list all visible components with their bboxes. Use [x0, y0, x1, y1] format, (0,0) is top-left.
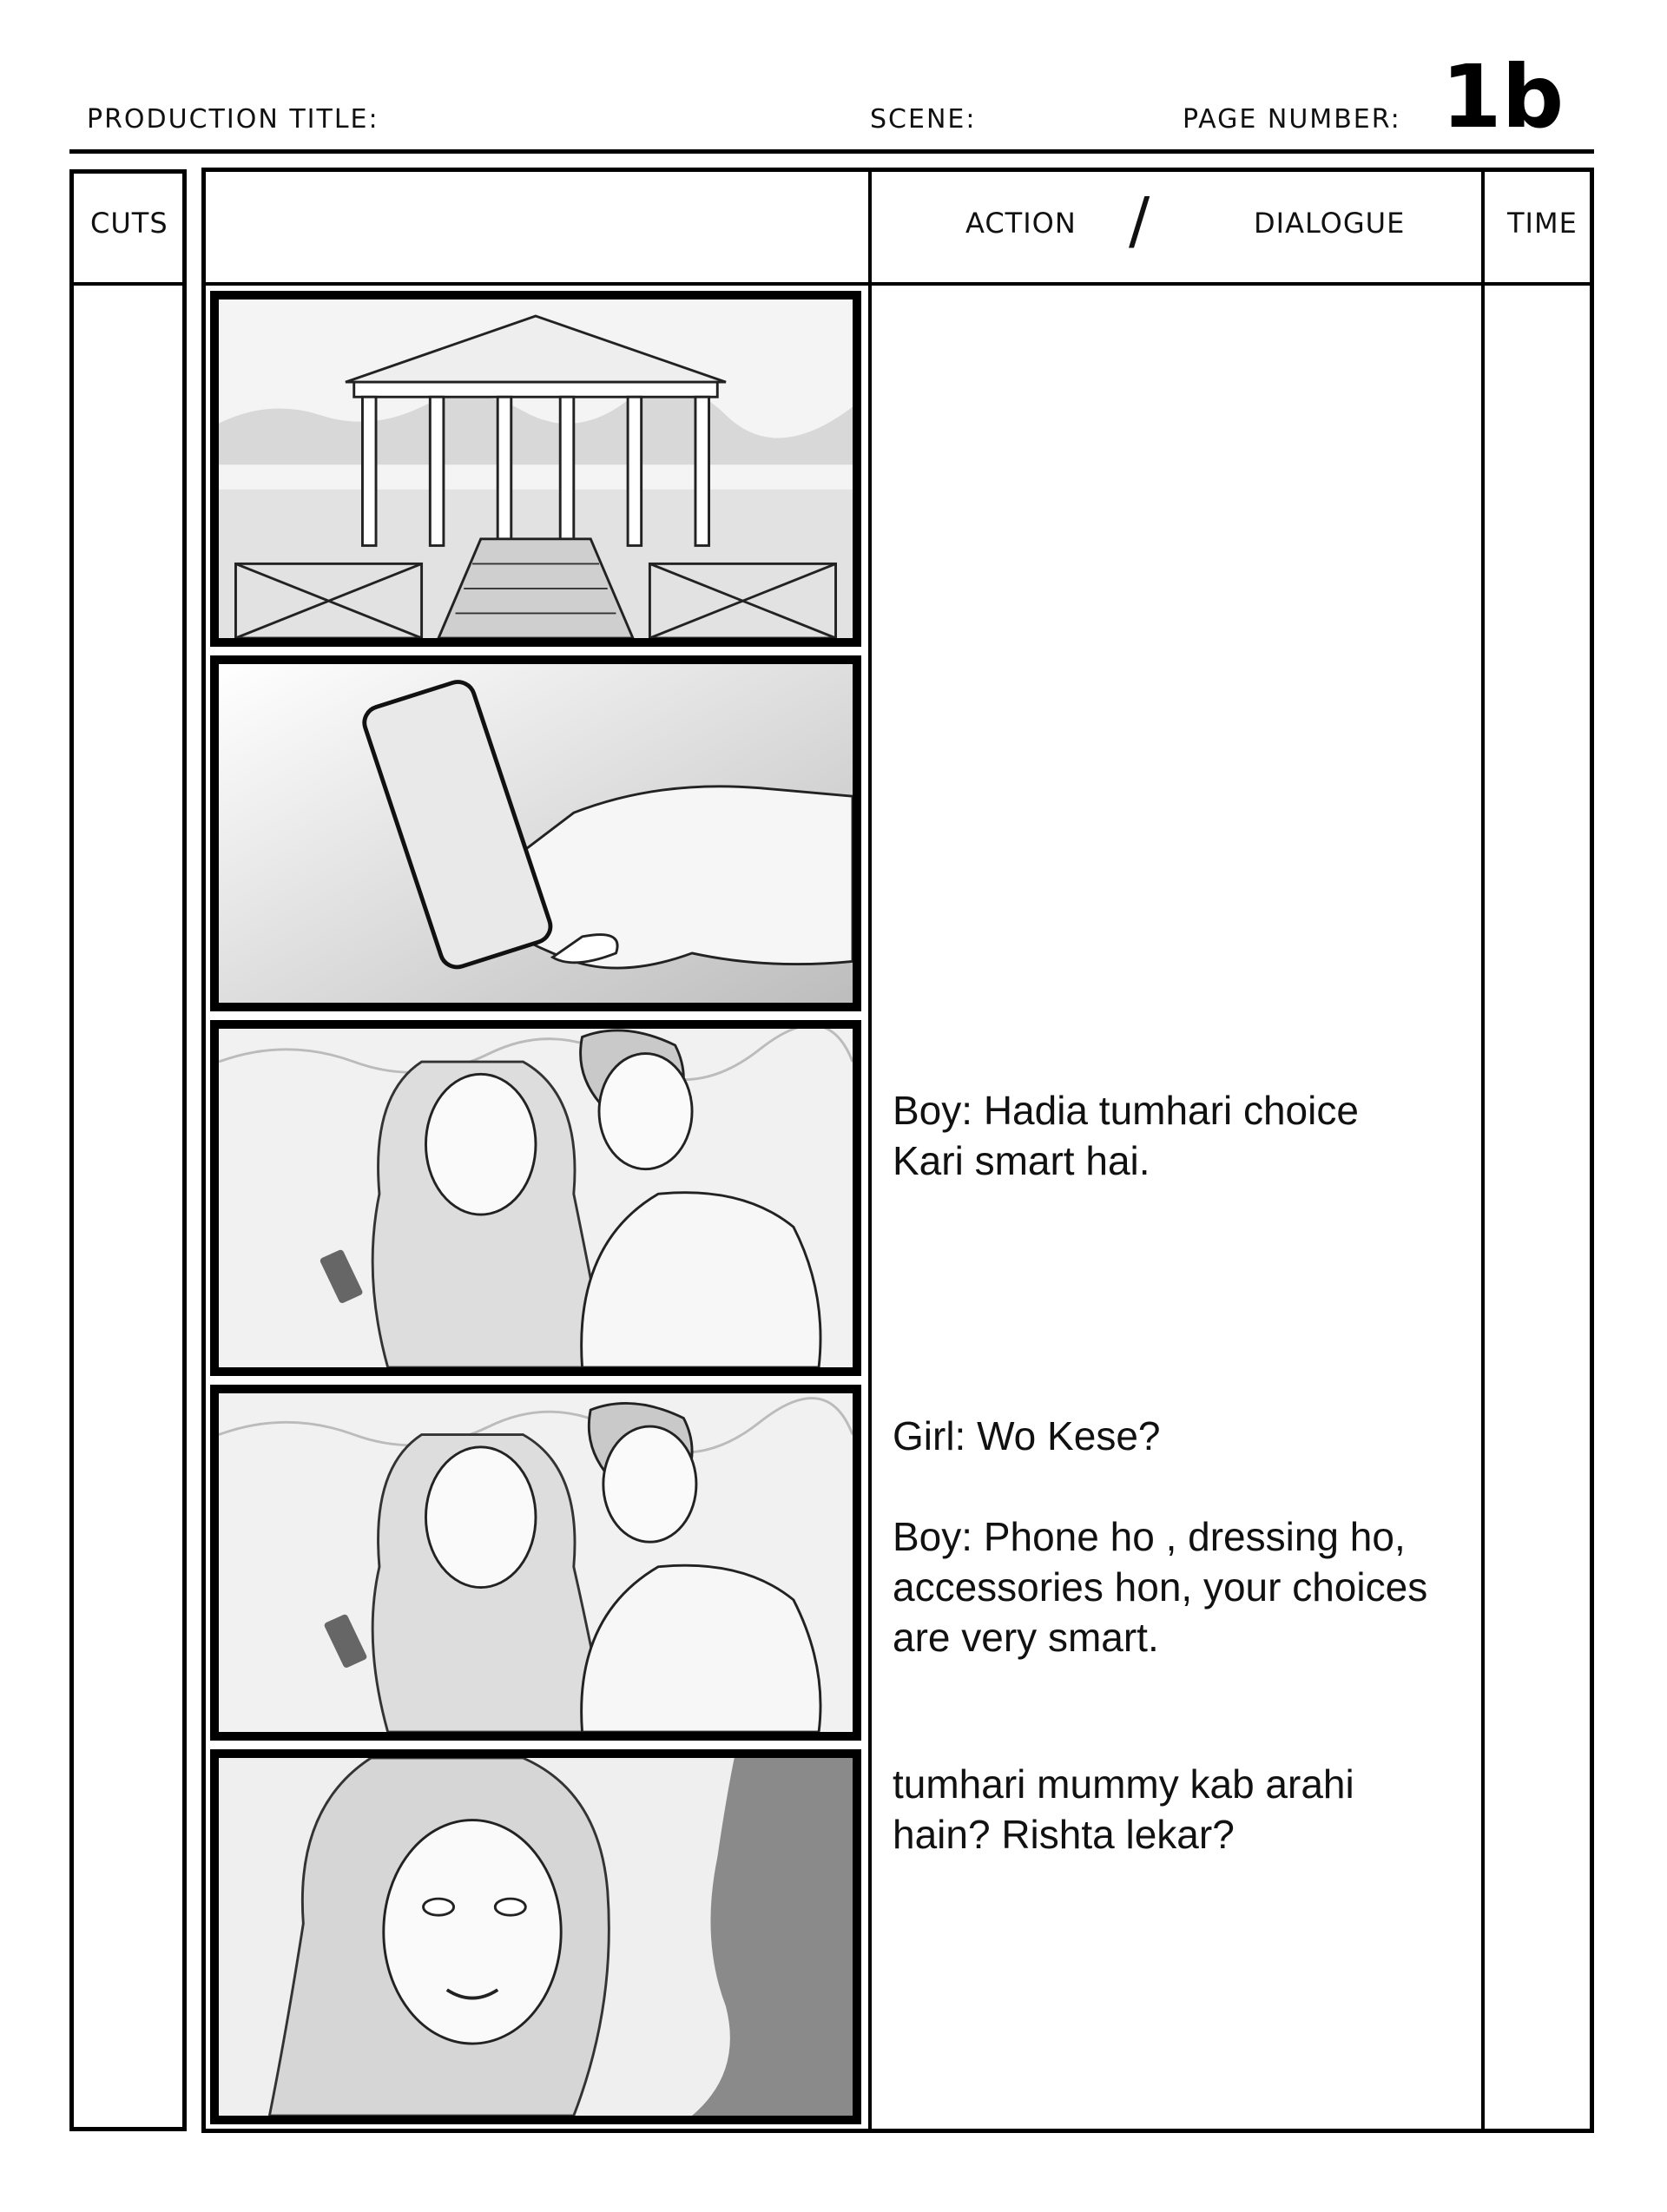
page-number-label: PAGE NUMBER:	[1183, 104, 1401, 135]
action-header: ACTION	[965, 207, 1077, 240]
girl-closeup-sketch	[219, 1758, 853, 2116]
header-rule	[69, 149, 1594, 154]
storyboard-panel-4	[210, 1385, 861, 1741]
cuts-column	[69, 169, 187, 2131]
gazebo-sketch	[219, 300, 853, 638]
cuts-header: CUTS	[90, 207, 168, 240]
dialogue-panel-4: Girl: Wo Kese? Boy: Phone ho , dressing ho, accessories hon, your choices are very smart.	[893, 1413, 1428, 1660]
storyboard-panel-5	[210, 1749, 861, 2124]
column-header-divider	[201, 282, 1594, 286]
couple-phone-sketch	[219, 1029, 853, 1367]
hand-phone-sketch	[219, 664, 853, 1003]
cuts-header-divider	[69, 282, 187, 286]
couple-smiling-sketch	[219, 1393, 853, 1732]
production-title-label: PRODUCTION TITLE:	[87, 104, 379, 135]
dialogue-panel-3: Boy: Hadia tumhari choice Kari smart hai.	[893, 1088, 1359, 1183]
storyboard-panel-1	[210, 291, 861, 647]
dialogue-header: DIALOGUE	[1254, 207, 1406, 240]
time-header: TIME	[1507, 207, 1578, 240]
page-number: 1b	[1441, 46, 1565, 148]
scene-label: SCENE:	[870, 104, 977, 135]
storyboard-panel-3	[210, 1020, 861, 1376]
action-dialogue-separator: /	[1129, 184, 1151, 257]
dialogue-panel-5: tumhari mummy kab arahi hain? Rishta lekar?	[893, 1761, 1354, 1857]
storyboard-panel-2	[210, 655, 861, 1011]
frame-action-divider	[868, 168, 872, 2133]
